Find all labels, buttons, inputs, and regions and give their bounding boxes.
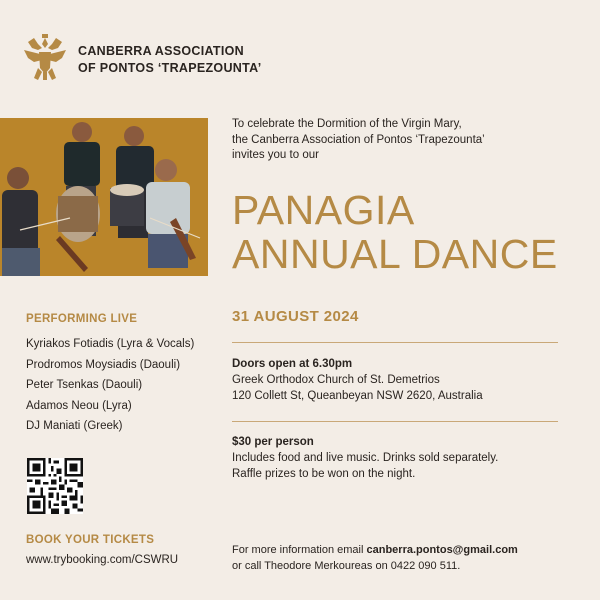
invitation-intro [232,117,532,164]
performer-item: Kyriakos Fotiadis (Lyra & Vocals) [26,338,195,350]
venue-address: 120 Collett St, Queanbeyan NSW 2620, Australia [232,390,483,402]
intro-line: To celebrate the Dormition of the Virgin Mary, [232,118,462,130]
price-details [232,434,562,482]
double-headed-eagle-icon [24,34,66,82]
performer-item: Prodromos Moysiadis (Daouli) [26,358,181,371]
intro-line: invites you to our [232,149,319,161]
organization-name-line2: OF PONTOS ‘TRAPEZOUNTA’ [78,61,262,75]
divider [232,421,558,422]
venue-details [232,356,562,404]
organization-name [78,43,298,77]
band-photo [0,118,208,276]
doors-open-time: Doors open at 6.30pm [232,358,353,370]
divider [232,342,558,343]
price-info-line: Raffle prizes to be won on the night. [232,468,416,480]
contact-phone-line: or call Theodore Merkoureas on 0422 090 511. [232,559,461,572]
event-title [232,188,582,276]
organization-name-line1: CANBERRA ASSOCIATION [78,44,244,58]
event-title-line2: ANNUAL DANCE [232,231,558,277]
event-date: 31 AUGUST 2024 [232,308,359,325]
booking-link[interactable]: www.trybooking.com/CSWRU [26,554,179,566]
ticket-price: $30 per person [232,436,314,448]
contact-info [232,543,572,574]
book-tickets-heading: BOOK YOUR TICKETS [26,534,155,546]
event-title-line1: PANAGIA [232,187,415,233]
intro-line: the Canberra Association of Pontos ‘Trapezounta’ [232,133,485,146]
qr-code[interactable] [27,458,83,514]
performers-list [26,334,226,437]
performer-item: DJ Maniati (Greek) [26,420,123,432]
performer-item: Adamos Neou (Lyra) [26,399,132,412]
venue-name: Greek Orthodox Church of St. Demetrios [232,374,440,386]
contact-email[interactable]: canberra.pontos@gmail.com [366,544,518,556]
performer-item: Peter Tsenkas (Daouli) [26,379,143,391]
contact-email-prefix: For more information email [232,544,367,556]
price-info-line: Includes food and live music. Drinks sold separately. [232,452,499,464]
performers-heading: PERFORMING LIVE [26,313,138,325]
contact-email-line [232,543,572,559]
